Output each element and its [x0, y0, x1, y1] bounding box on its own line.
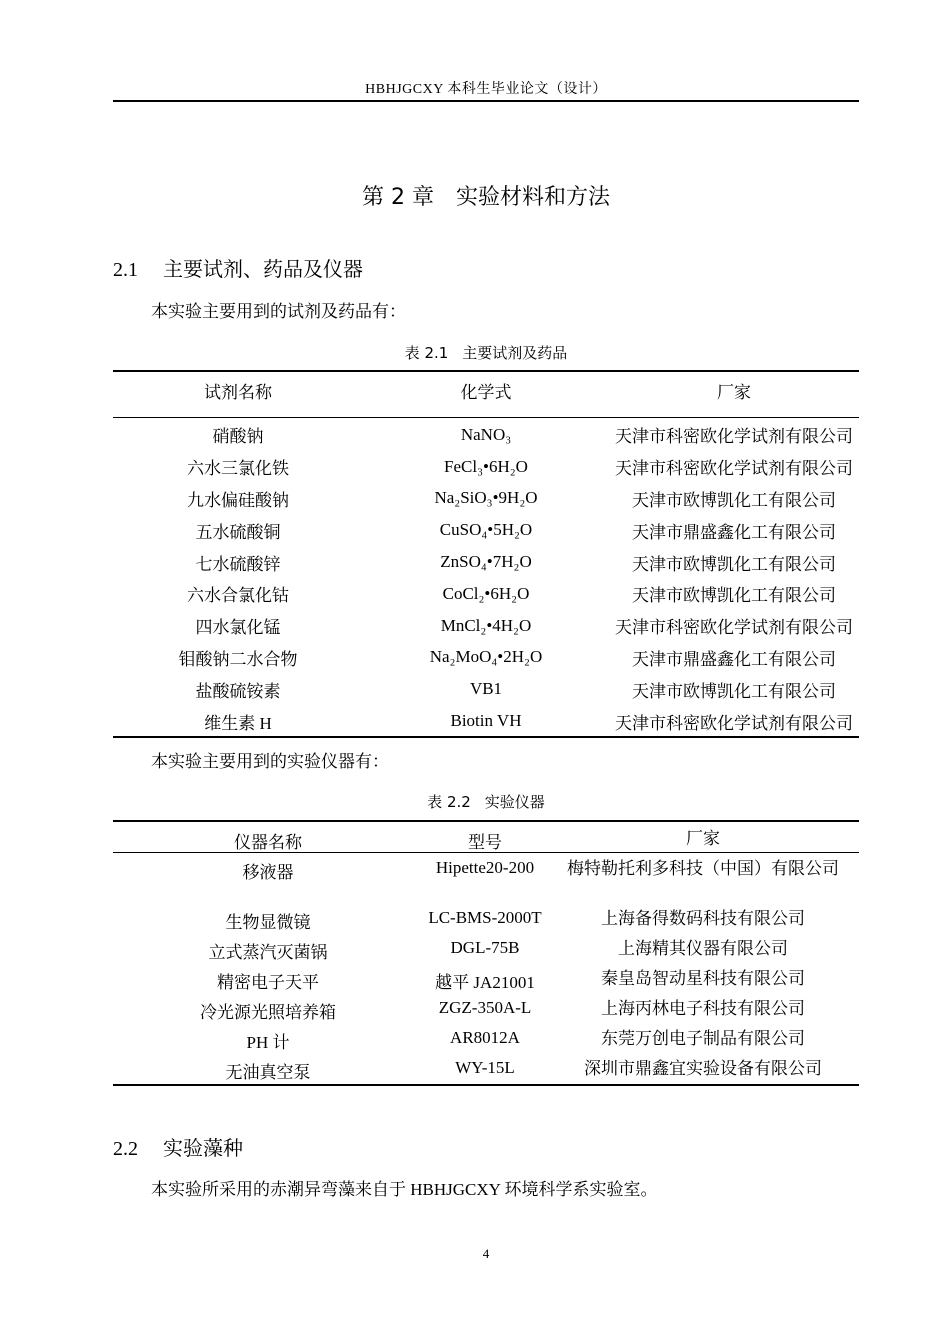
- instrument-name: 生物显微镜: [225, 913, 311, 932]
- instrument-name: 无油真空泵: [225, 1063, 311, 1082]
- table1-header-rule: [113, 417, 859, 418]
- instrument-name: 精密电子天平: [217, 973, 319, 992]
- page-number: 4: [482, 1246, 490, 1261]
- table-row: [113, 546, 859, 578]
- instrument-model: DGL-75B: [450, 938, 520, 957]
- table2-header-model: 型号: [468, 833, 502, 852]
- table-row: [113, 673, 859, 705]
- table-row: [113, 642, 859, 674]
- table2-top-rule: [113, 820, 859, 822]
- table2-header: [113, 828, 859, 852]
- reagent-formula: CoCl₂•6H₂O: [442, 583, 530, 603]
- instrument-model: LC-BMS-2000T: [428, 908, 542, 927]
- instrument-model: WY-15L: [455, 1058, 515, 1077]
- table-row: [113, 968, 859, 998]
- reagent-maker: 天津市科密欧化学试剂有限公司: [615, 618, 853, 638]
- reagent-maker: 天津市科密欧化学试剂有限公司: [615, 459, 853, 479]
- section-heading-2-2: [113, 1132, 243, 1161]
- table1-body: [113, 419, 859, 737]
- table1-header-name: 试剂名称: [204, 382, 272, 402]
- table1-header-row: [113, 371, 859, 409]
- table-row: [113, 419, 859, 451]
- reagent-formula: Na₂MoO₄•2H₂O: [429, 647, 543, 667]
- table-row: [113, 908, 859, 938]
- reagent-maker: 天津市科密欧化学试剂有限公司: [615, 427, 853, 447]
- table2-header-maker: 厂家: [686, 829, 720, 848]
- reagent-formula: FeCl₃•6H₂O: [444, 456, 528, 476]
- chapter-number: 第 2 章: [362, 185, 434, 210]
- reagent-maker: 天津市欧博凯化工有限公司: [632, 554, 836, 574]
- reagent-name: 钼酸钠二水合物: [178, 649, 298, 669]
- instrument-maker: 梅特勒托利多科技（中国）有限公司: [567, 859, 839, 878]
- table-row: [113, 1028, 859, 1058]
- reagent-maker: 天津市欧博凯化工有限公司: [632, 681, 836, 701]
- table1-caption-number: 表 2.1: [404, 344, 449, 362]
- table1-caption-title: 主要试剂及药品: [462, 344, 568, 362]
- reagent-name: 五水硫酸铜: [195, 522, 281, 542]
- chapter-name: 实验材料和方法: [455, 185, 610, 210]
- table2-body: [113, 858, 859, 1088]
- reagent-name: 六水三氯化铁: [187, 459, 289, 479]
- section-title: 实验藻种: [163, 1136, 243, 1160]
- table-row: [113, 705, 859, 737]
- reagent-formula: VB1: [469, 679, 503, 699]
- reagent-name: 硝酸钠: [212, 427, 264, 447]
- table-row: [113, 451, 859, 483]
- instrument-name: 立式蒸汽灭菌锅: [208, 943, 328, 962]
- reagent-name: 七水硫酸锌: [195, 554, 281, 574]
- table1-header-formula: 化学式: [460, 382, 512, 402]
- reagent-formula: Na₂SiO₃•9H₂O: [434, 488, 538, 508]
- table-row: [113, 938, 859, 968]
- table1-header-maker: 厂家: [717, 382, 751, 402]
- instrument-model: ZGZ-350A-L: [438, 998, 532, 1017]
- reagent-maker: 天津市鼎盛鑫化工有限公司: [632, 522, 836, 542]
- instrument-maker: 深圳市鼎鑫宜实验设备有限公司: [584, 1059, 822, 1078]
- table-row: [113, 483, 859, 515]
- header-divider: [113, 100, 859, 102]
- table2-caption: [113, 791, 859, 812]
- page-header: HBHJGCXY 本科生毕业论文（设计）: [365, 82, 607, 97]
- reagent-name: 六水合氯化钴: [187, 586, 289, 606]
- section-title: 主要试剂、药品及仪器: [163, 257, 363, 281]
- table1: [113, 371, 859, 409]
- intro-reagents: 本实验主要用到的试剂及药品有：: [151, 302, 406, 321]
- instrument-name: 冷光源光照培养箱: [200, 1003, 336, 1022]
- chapter-title: [113, 180, 859, 211]
- table1-bottom-rule: [113, 736, 859, 738]
- reagent-name: 四水氯化锰: [195, 618, 281, 638]
- table2-bottom-rule: [113, 1084, 859, 1086]
- reagent-maker: 天津市鼎盛鑫化工有限公司: [632, 649, 836, 669]
- instrument-name: 移液器: [242, 863, 294, 882]
- table-row: [113, 610, 859, 642]
- intro-instruments: 本实验主要用到的实验仪器有：: [151, 752, 389, 771]
- table2-caption-title: 实验仪器: [484, 793, 545, 811]
- table2-header-row: [113, 828, 859, 852]
- instrument-maker: 上海精其仪器有限公司: [618, 939, 788, 958]
- instrument-model: AR8012A: [450, 1028, 520, 1047]
- section-heading-2-1: [113, 253, 363, 282]
- instrument-model: 越平 JA21001: [435, 973, 535, 992]
- reagent-maker: 天津市科密欧化学试剂有限公司: [615, 713, 853, 733]
- instrument-maker: 上海丙林电子科技有限公司: [601, 999, 805, 1018]
- instrument-maker: 东莞万创电子制品有限公司: [601, 1029, 805, 1048]
- table-row: [113, 998, 859, 1028]
- reagent-formula: ZnSO₄•7H₂O: [440, 552, 532, 572]
- instrument-maker: 上海备得数码科技有限公司: [601, 909, 805, 928]
- instrument-maker: 秦皇岛智动星科技有限公司: [601, 969, 805, 988]
- instrument-model: Hipette20-200: [435, 858, 535, 877]
- table2-header-name: 仪器名称: [234, 833, 302, 852]
- reagent-name: 九水偏硅酸钠: [187, 490, 289, 510]
- table-row: [113, 858, 859, 908]
- reagent-formula: MnCl₂•4H₂O: [440, 615, 532, 635]
- algae-source-text: 本实验所采用的赤潮异弯藻来自于 HBHJGCXY 环境科学系实验室。: [151, 1180, 658, 1199]
- reagent-formula: NaNO₃: [460, 424, 512, 444]
- reagent-formula: CuSO₄•5H₂O: [439, 520, 533, 540]
- table-row: [113, 578, 859, 610]
- table1-caption: [113, 342, 859, 363]
- reagent-maker: 天津市欧博凯化工有限公司: [632, 586, 836, 606]
- instrument-name: PH 计: [246, 1033, 290, 1052]
- reagent-name: 维生素 H: [204, 713, 272, 733]
- table2-caption-number: 表 2.2: [427, 793, 471, 811]
- reagent-formula: Biotin VH: [450, 711, 522, 731]
- section-number: 2.2: [113, 1138, 138, 1160]
- section-number: 2.1: [113, 259, 138, 281]
- reagent-name: 盐酸硫铵素: [195, 681, 281, 701]
- table-row: [113, 514, 859, 546]
- table2-header-rule: [113, 852, 859, 853]
- reagent-maker: 天津市欧博凯化工有限公司: [632, 490, 836, 510]
